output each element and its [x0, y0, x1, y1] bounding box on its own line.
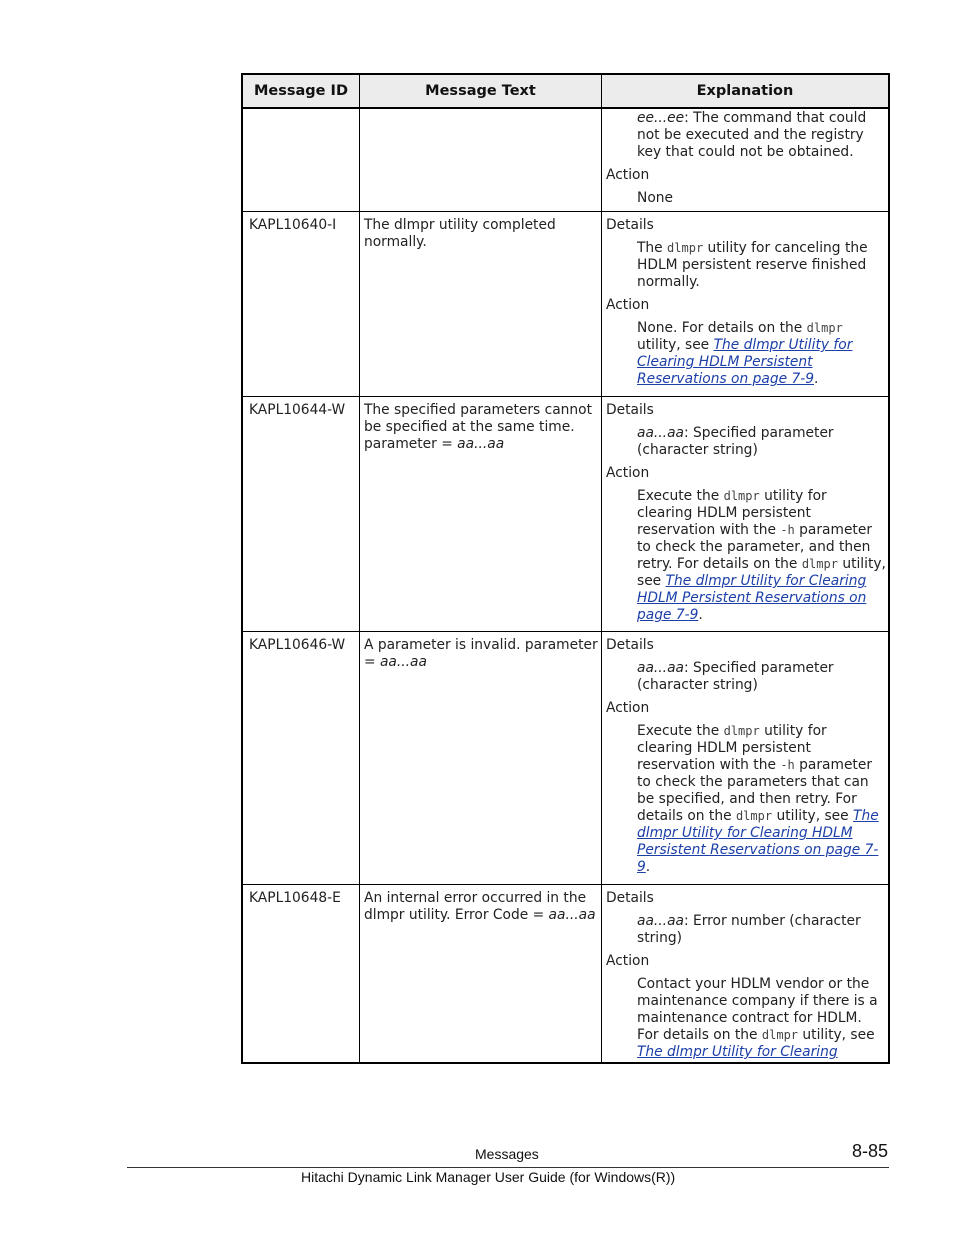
- explanation: [606, 637, 886, 882]
- action-text: Contact your HDLM vendor or the maintenance company if there is a maintenance contract for HDLM. For details on the dlmpr utility, see The dlmpr Utility for Clearing: [637, 976, 878, 1060]
- message-text: The specified parameters cannot be specified at the same time. parameter = aa...aa: [364, 402, 593, 452]
- page-number: 8-85: [851, 1141, 888, 1161]
- explanation-text: ee...ee: The command that could not be executed and the registry key that could not be obtained.: [637, 110, 867, 160]
- message-text: A parameter is invalid. parameter = aa...aa: [364, 637, 598, 670]
- details-text: aa...aa: Specified parameter (character string): [637, 660, 834, 693]
- cross-reference-link[interactable]: The dlmpr Utility for Clearing HDLM Persistent Reservations on page 7-9: [637, 808, 879, 875]
- variable: ee...ee: [637, 110, 685, 126]
- header-message-text: Message Text: [425, 83, 536, 99]
- explanation: [606, 217, 886, 394]
- table-header: [243, 75, 888, 109]
- cross-reference-link[interactable]: The dlmpr Utility for Clearing: [637, 1044, 838, 1060]
- header-message-id: Message ID: [253, 83, 348, 99]
- details-text: The dlmpr utility for canceling the HDLM persistent reserve finished normally.: [637, 240, 868, 290]
- details-text: aa...aa: Specified parameter (character string): [637, 425, 834, 458]
- details-heading: Details: [606, 402, 654, 418]
- message-text: An internal error occurred in the dlmpr utility. Error Code = aa...aa: [364, 890, 596, 923]
- cross-reference-link[interactable]: The dlmpr Utility for Clearing HDLM Persistent Reservations on page 7-9: [637, 337, 853, 387]
- action-heading: Action: [606, 465, 650, 481]
- table-row-continued-explanation: [606, 109, 886, 213]
- header-explanation: Explanation: [696, 83, 794, 99]
- message-text: The dlmpr utility completed normally.: [364, 217, 556, 250]
- row-divider: [243, 631, 888, 632]
- message-id: KAPL10644-W: [249, 402, 346, 418]
- explanation: [606, 402, 886, 630]
- action-heading: Action: [606, 953, 650, 969]
- footer-divider: [127, 1167, 889, 1168]
- column-divider: [359, 75, 360, 1062]
- explanation: [606, 890, 886, 1061]
- row-divider: [243, 396, 888, 397]
- action-heading: Action: [606, 167, 650, 183]
- message-id: KAPL10640-I: [249, 217, 337, 233]
- cross-reference-link[interactable]: The dlmpr Utility for Clearing HDLM Persistent Reservations on page 7-9: [637, 573, 867, 623]
- action-text: None: [637, 190, 673, 206]
- row-divider: [243, 884, 888, 885]
- footer-book-title: Hitachi Dynamic Link Manager User Guide (for Windows(R)): [301, 1169, 676, 1185]
- details-heading: Details: [606, 637, 654, 653]
- column-divider: [601, 75, 602, 1062]
- action-text: Execute the dlmpr utility for clearing HDLM persistent reservation with the -h parameter to check the parameters that can be specified, and then retry. For details on the dlmpr utility, see The dlmpr Utility for Clearing HDLM Persistent Reservations on page 7-9.: [637, 723, 879, 875]
- details-heading: Details: [606, 217, 654, 233]
- messages-table: [241, 73, 890, 1064]
- message-id: KAPL10648-E: [249, 890, 341, 906]
- action-text: None. For details on the dlmpr utility, see The dlmpr Utility for Clearing HDLM Persistent Reservations on page 7-9.: [637, 320, 853, 387]
- details-text: aa...aa: Error number (character string): [637, 913, 861, 946]
- action-heading: Action: [606, 297, 650, 313]
- details-heading: Details: [606, 890, 654, 906]
- message-id: KAPL10646-W: [249, 637, 346, 653]
- footer-section-title: Messages: [475, 1146, 539, 1162]
- action-heading: Action: [606, 700, 650, 716]
- action-text: Execute the dlmpr utility for clearing HDLM persistent reservation with the -h parameter to check the parameter, and then retry. For details on the dlmpr utility, see The dlmpr Utility for Clearing HDLM Persistent Reservations on page 7-9.: [637, 488, 886, 623]
